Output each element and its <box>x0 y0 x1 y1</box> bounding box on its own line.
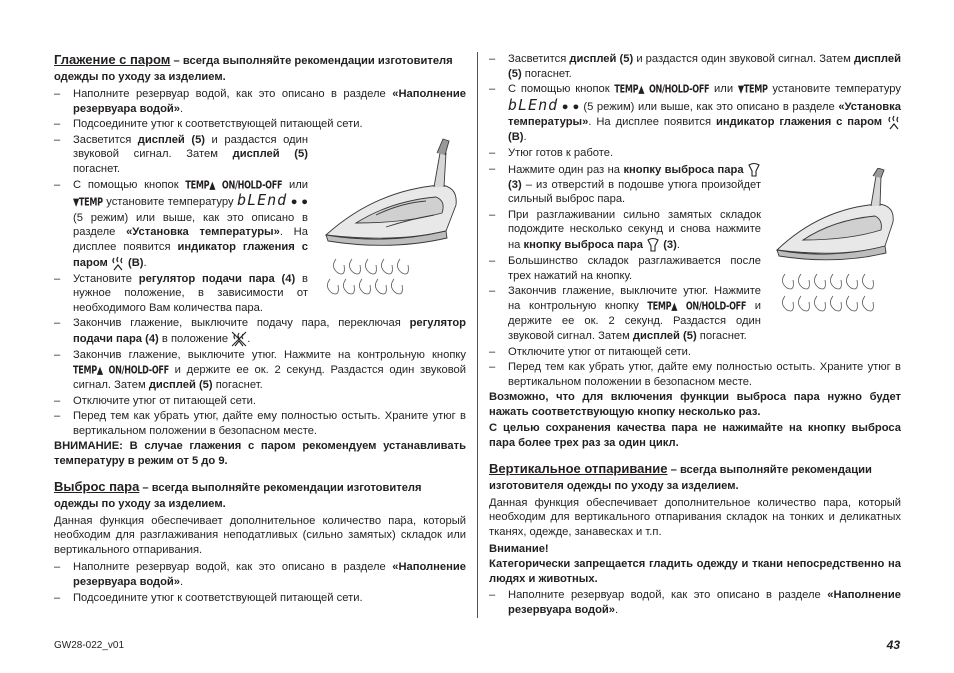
step-text: . <box>180 576 184 589</box>
vertical-steam-note: – всегда выполняйте рекомендации изготовителя одежды по уходу за изделием. <box>489 463 872 492</box>
step-text: (B) <box>124 256 144 269</box>
lcd-blend-icon: bLEnd <box>237 191 288 210</box>
step-text: Закончив глажение, выключите утюг. Нажмите на контрольную кнопку <box>73 348 466 361</box>
steam-burst-steps-continued <box>489 52 901 389</box>
steam-ironing-heading <box>54 52 466 85</box>
list-item <box>489 588 901 617</box>
display-ref: дисплей (5) <box>137 133 206 146</box>
list-item <box>54 394 466 409</box>
steam-ironing-steps <box>54 87 466 438</box>
step-text: или <box>282 178 308 191</box>
on-hold-off-key-icon: ON/HOLD-OFF <box>108 364 169 377</box>
step-text: – из отверстий в подошве утюга произойдет сильный выброс пара. <box>508 178 761 206</box>
list-item <box>54 316 466 347</box>
steam-ironing-title: Глажение с паром <box>54 52 171 67</box>
list-item <box>489 146 901 161</box>
burst-note-1: Возможно, что для включения функции выброса пара нужно будет нажать соответствующую кнопку несколько раз. <box>489 391 901 418</box>
vertical-steam-heading <box>489 461 901 494</box>
lcd-dots-icon: ● ● <box>561 100 580 113</box>
step-text: Нажмите один раз на <box>508 163 624 176</box>
step-text: и держите ее ок. 2 секунд. Раздастся один звуковой сигнал. Затем <box>73 363 466 392</box>
step-text: Большинство складок разглаживается после трех нажатий на кнопку. <box>508 254 761 282</box>
display-ref: дисплей (5) <box>148 379 213 392</box>
list-item <box>489 82 901 145</box>
lcd-blend-icon: bLEnd <box>508 95 559 114</box>
column-divider <box>477 52 478 618</box>
vertical-steam-steps <box>489 588 901 617</box>
step-text: . На дисплее появится <box>73 226 308 253</box>
step-text: Утюг готов к работе. <box>508 146 614 159</box>
list-item <box>54 272 466 316</box>
list-item <box>54 87 466 116</box>
steam-regulator-ref: регулятор подачи пара (4) <box>73 317 466 345</box>
vertical-steam-description: Данная функция обеспечивает дополнительное количество пара, который необходим для вертикального отпаривания складок на тонких и деликатных тканях, одежде, занавесках и т.п. <box>489 496 901 538</box>
step-text: установите температуру <box>102 196 238 209</box>
temp-up-key-icon: TEMP▲ <box>647 300 678 313</box>
vertical-steam-title: Вертикальное отпаривание <box>489 460 668 476</box>
steam-off-icon <box>231 331 247 347</box>
step-text: Наполните резервуар водой, как это описано в разделе <box>73 561 393 574</box>
step-text: Отключите утюг от питающей сети. <box>508 345 691 358</box>
step-text: С помощью кнопок <box>73 178 186 191</box>
list-item <box>489 208 901 253</box>
burst-note-2: С целью сохранения качества пара не нажимайте на кнопку выброса пара более трех раз за один цикл. <box>489 422 901 450</box>
step-text: . <box>143 256 147 269</box>
steam-burst-button-ref: кнопку выброса пара <box>523 238 647 251</box>
display-ref: дисплей (5) <box>508 53 901 80</box>
list-item <box>54 178 466 271</box>
temp-down-key-icon: ▼TEMP <box>737 84 768 97</box>
step-text: (5 режим) или выше, как это описано в разделе <box>579 100 839 113</box>
step-text: . <box>180 102 184 115</box>
step-text: и раздастся один звуковой сигнал. Затем <box>73 133 308 161</box>
on-hold-off-key-icon: ON/HOLD-OFF <box>221 179 283 192</box>
display-ref: дисплей (5) <box>232 148 308 161</box>
section-reference: «Наполнение резервуара водой» <box>73 88 466 115</box>
step-text: в нужное положение, в зависимости от необходимого Вам количества пара. <box>73 272 308 314</box>
display-ref: дисплей (5) <box>632 329 697 342</box>
step-text: и раздастся один звуковой сигнал. Затем <box>633 53 854 65</box>
model-code: GW28-022_v01 <box>54 640 125 651</box>
step-text: Подсоедините утюг к соответствующей питающей сети. <box>73 591 363 604</box>
step-text: Установите <box>73 272 139 285</box>
step-text: Перед тем как убрать утюг, дайте ему полностью остыть. Храните утюг в вертикальном положении в безопасном месте. <box>508 361 901 388</box>
steam-indicator-icon <box>887 114 901 130</box>
steam-burst-description: Данная функция обеспечивает дополнительное количество пара, который необходим для разглаживания неподатливых (сильно замятых) складок или вертикального отпаривания. <box>54 514 466 556</box>
lcd-dots-icon: ● ● <box>290 196 309 209</box>
step-text: Подсоедините утюг к соответствующей питающей сети. <box>73 118 363 131</box>
step-text: погаснет. <box>212 379 263 392</box>
temp-up-key-icon: TEMP▲ <box>614 84 645 97</box>
steam-burst-button-ref: кнопку выброса пара <box>623 163 747 176</box>
step-text: погаснет. <box>521 67 572 80</box>
list-item <box>54 117 466 132</box>
step-text: (3) <box>508 178 522 191</box>
temp-up-key-icon: TEMP▲ <box>73 364 103 377</box>
section-reference: «Установка температуры» <box>508 100 902 129</box>
on-hold-off-key-icon: ON/HOLD-OFF <box>648 84 710 97</box>
list-item <box>489 52 901 81</box>
step-text: . На дисплее появится <box>588 116 716 129</box>
step-text: С помощью кнопок <box>508 83 615 96</box>
step-text: (3) <box>660 238 677 251</box>
list-item <box>489 284 901 343</box>
steam-burst-note: – всегда выполняйте рекомендации изготовителя одежды по уходу за изделием. <box>54 481 422 510</box>
step-text: и держите ее ок. 2 секунд. Раздастся один звуковой сигнал. Затем <box>508 299 762 342</box>
section-reference: «Наполнение резервуара водой» <box>508 589 901 616</box>
steam-indicator-label: индикатор глажения с паром <box>73 240 308 269</box>
step-text: Перед тем как убрать утюг, дайте ему полностью остыть. Храните утюг в вертикальном положении в безопасном месте. <box>73 410 466 437</box>
list-item <box>489 162 901 207</box>
list-item <box>54 133 466 177</box>
warning-title: Внимание! <box>489 543 549 556</box>
step-text: (5 режим) или выше, как это описано в разделе <box>73 211 308 239</box>
warning-text: Категорически запрещается гладить одежду и ткани непосредственно на людях и животных. <box>489 558 901 585</box>
step-text: При разглаживании сильно замятых складок подождите несколько секунд и снова нажмите на <box>508 208 761 251</box>
list-item <box>489 360 901 389</box>
step-text: погаснет. <box>73 162 120 175</box>
steam-burst-heading <box>54 479 466 512</box>
steam-burst-steps <box>54 560 466 605</box>
step-text: Засветится <box>73 133 138 146</box>
attention-note: ВНИМАНИЕ: В случае глажения с паром рекомендуем устанавливать температуру в режим от 5 до 9. <box>54 440 466 468</box>
step-text: погаснет. <box>696 329 747 342</box>
section-reference: «Установка температуры» <box>126 226 280 239</box>
step-text: Наполните резервуар водой, как это описано в разделе <box>508 589 828 602</box>
on-hold-off-key-icon: ON/HOLD-OFF <box>685 300 747 313</box>
list-item <box>489 254 901 283</box>
steam-indicator-label: индикатор глажения с паром <box>716 116 887 129</box>
list-item <box>54 560 466 589</box>
step-text: установите температуру <box>767 83 901 96</box>
temp-up-key-icon: TEMP▲ <box>185 179 216 192</box>
list-item <box>54 591 466 606</box>
temp-down-key-icon: ▼TEMP <box>73 197 103 210</box>
steam-burst-icon <box>747 162 761 178</box>
steam-ironing-note: – всегда выполняйте рекомендации изготовителя одежды по уходу за изделием. <box>54 55 453 83</box>
section-reference: «Наполнение резервуара водой» <box>73 561 466 589</box>
step-text: . <box>615 603 619 616</box>
list-item <box>489 345 901 360</box>
step-text: Отключите утюг от питающей сети. <box>73 394 256 407</box>
steam-burst-title: Выброс пара <box>54 478 140 494</box>
step-text: . <box>676 238 680 251</box>
step-text: (B) <box>508 131 524 144</box>
steam-burst-icon <box>646 237 660 253</box>
list-item <box>54 348 466 393</box>
left-column <box>54 52 466 606</box>
step-text: Наполните резервуар водой, как это описано в разделе <box>73 88 393 100</box>
step-text: или <box>709 83 738 96</box>
steam-regulator-ref: регулятор подачи пара (4) <box>138 272 296 285</box>
page-number: 43 <box>886 638 900 652</box>
steam-indicator-icon <box>111 255 125 271</box>
step-text: . <box>523 131 527 144</box>
step-text: Закончив глажение, выключите подачу пара, переключая <box>73 317 410 330</box>
display-ref: дисплей (5) <box>569 53 634 65</box>
step-text: . <box>247 332 251 345</box>
right-column <box>489 52 901 618</box>
step-text: в положение <box>158 332 232 345</box>
step-text: Закончив глажение, выключите утюг. Нажмите на контрольную кнопку <box>508 285 761 312</box>
step-text: Засветится <box>508 53 570 65</box>
list-item <box>54 409 466 438</box>
